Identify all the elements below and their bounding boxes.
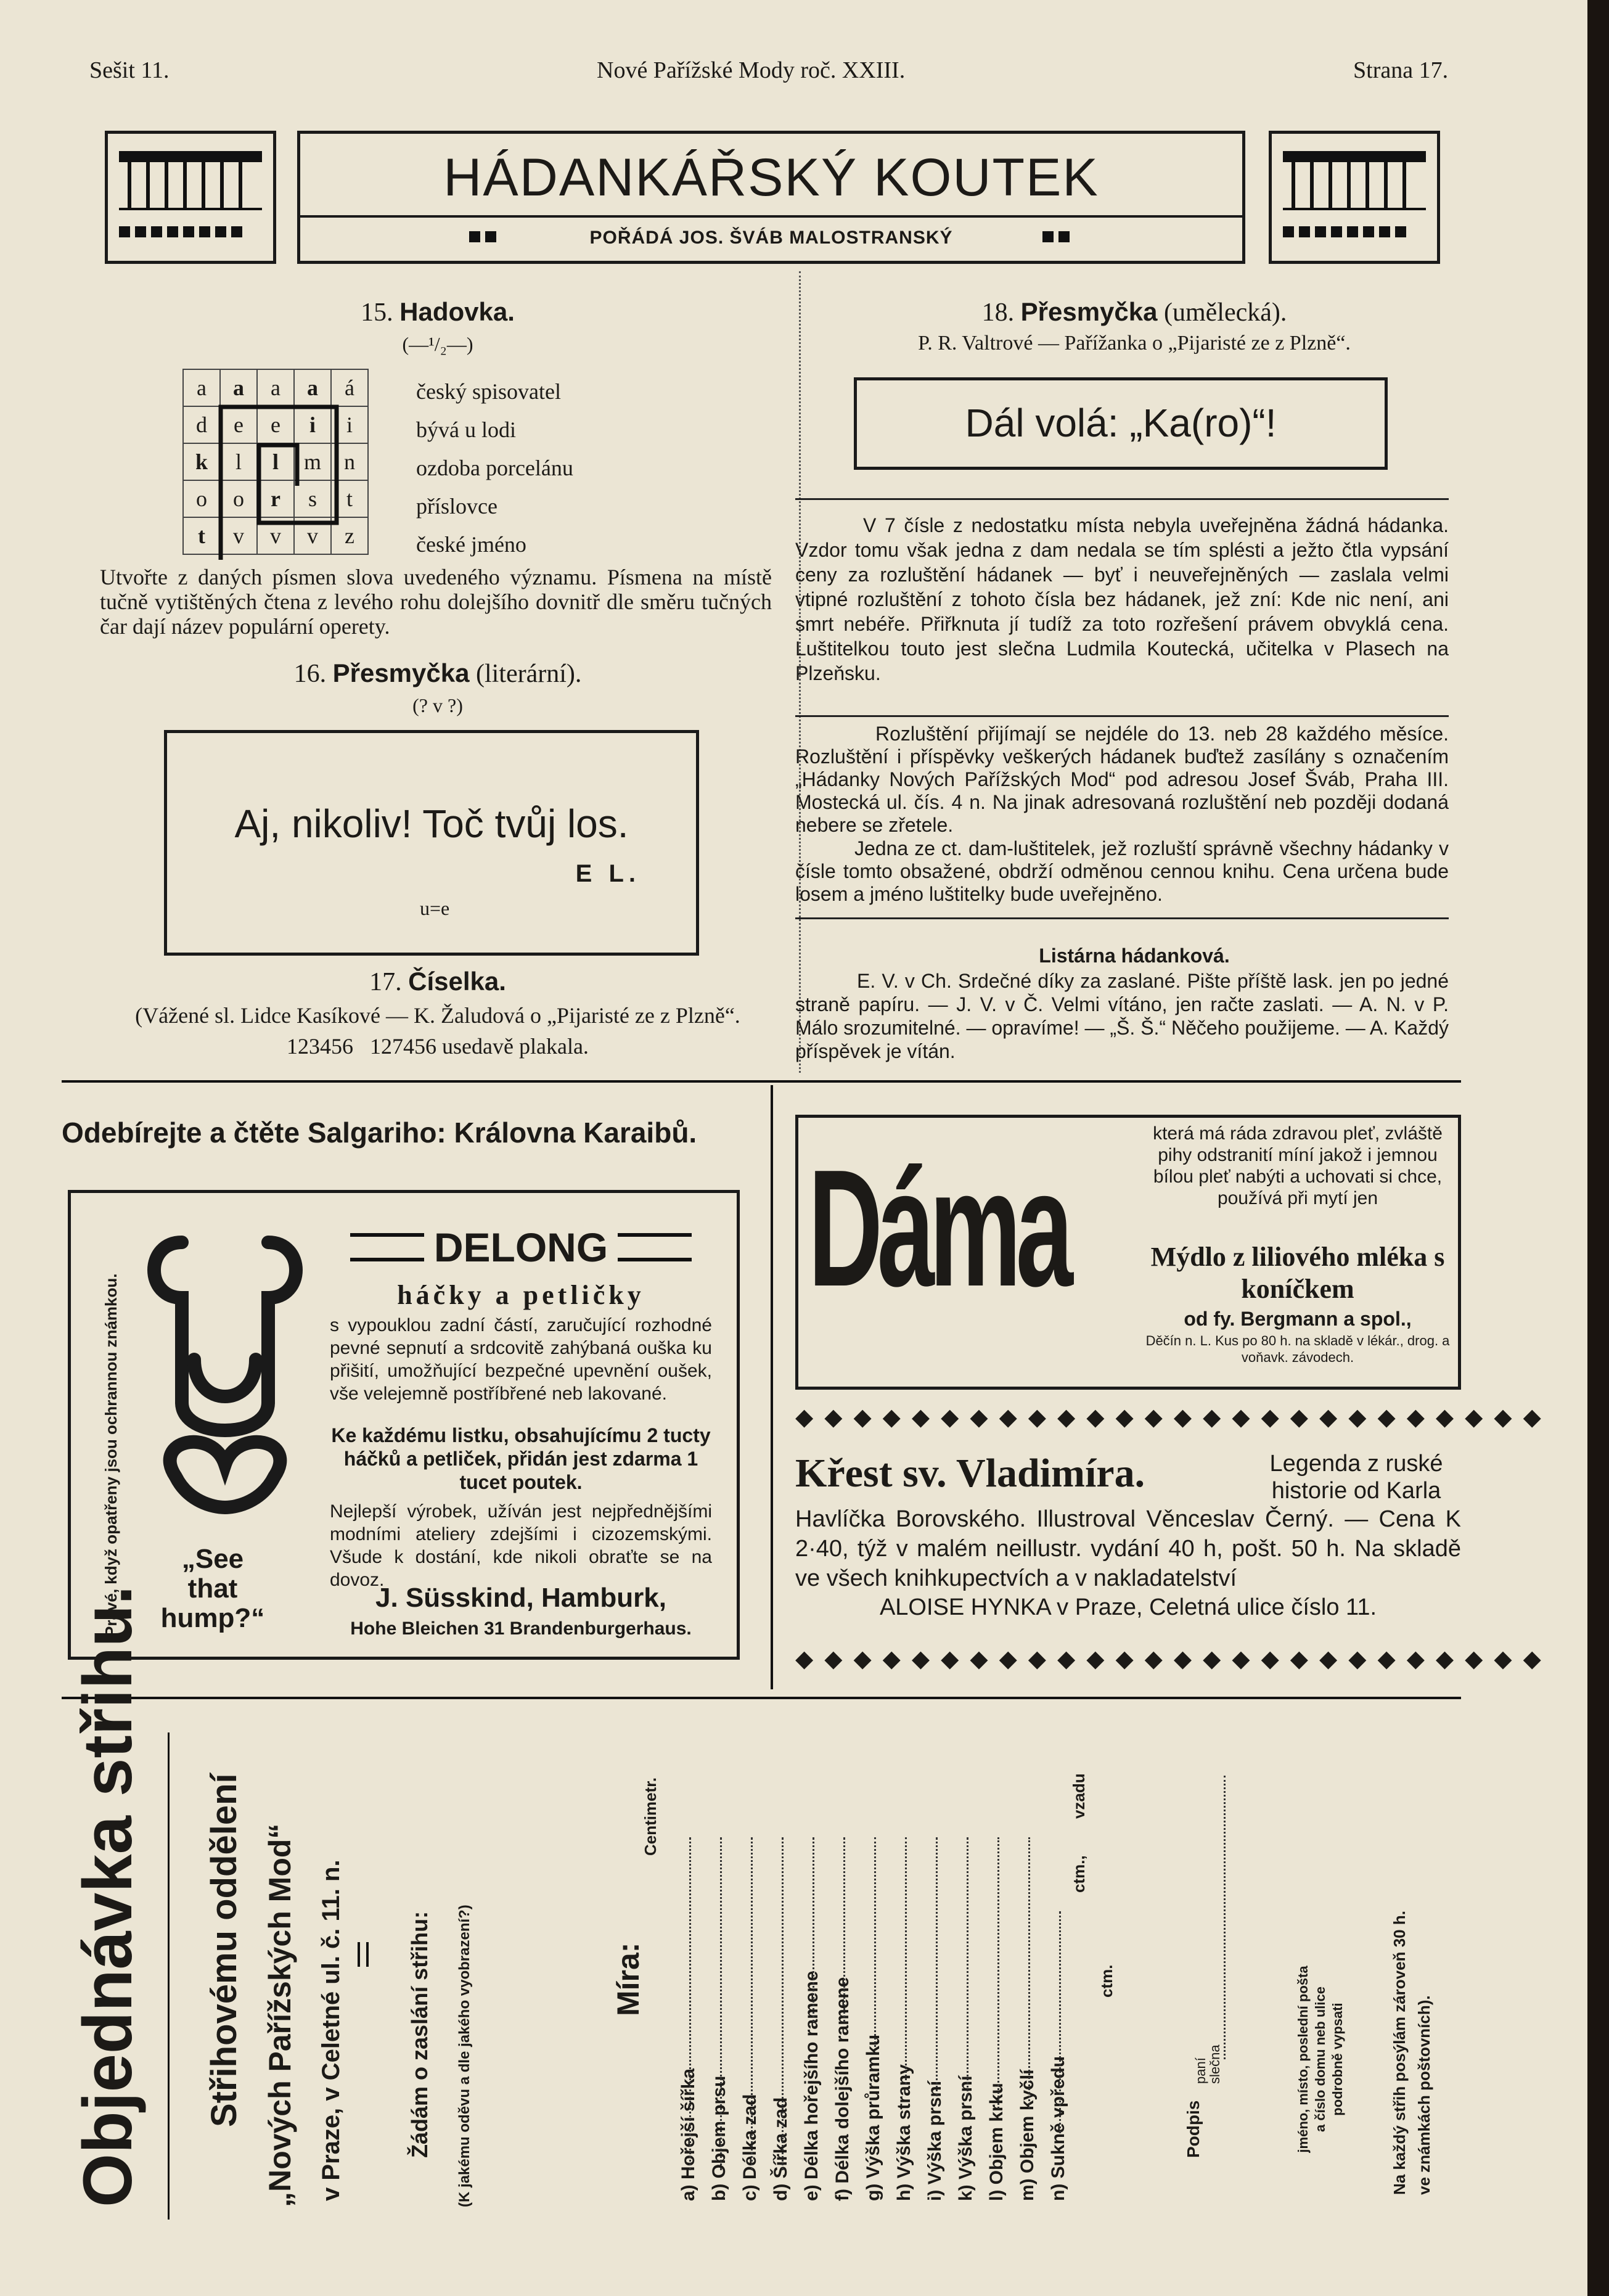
header-ornament-left (105, 131, 276, 264)
puzzle18-box (854, 377, 1388, 470)
ornament-row: ◆◆◆◆◆◆◆◆◆◆◆◆◆◆◆◆◆◆◆◆◆◆◆◆◆◆ (795, 1403, 1552, 1430)
puzzle17-title: Číselka. (408, 967, 506, 996)
grid-cell: a (257, 369, 294, 406)
fill-line (720, 1837, 722, 2170)
fill-line (813, 1837, 814, 2022)
grid-cell: a (183, 369, 220, 406)
fill-line (1224, 1776, 1226, 2059)
grid-cell: l (220, 443, 257, 480)
grid-cell: á (331, 369, 368, 406)
ad-vladimir-title: Křest sv. Vladimíra. (795, 1451, 1145, 1496)
puzzle15-title: Hadovka. (399, 297, 515, 326)
grid-cell: v (220, 517, 257, 554)
measure-l: l) Objem krku (986, 2083, 1007, 2201)
ad-delong-box (68, 1190, 740, 1660)
clue: příslovce (416, 494, 497, 519)
measure-n: n) Sukně vpředu (1048, 2056, 1068, 2201)
fill-line (905, 1837, 907, 2084)
fill-line (751, 1837, 753, 2170)
grid-cell: v (257, 517, 294, 554)
puzzle16-title-note: (literární). (475, 660, 582, 688)
grid-cell: t (331, 480, 368, 517)
grid-cell: e (257, 406, 294, 443)
puzzle15-heading (99, 297, 777, 327)
grid-cell: a (220, 369, 257, 406)
slogan-line: that (187, 1573, 238, 1604)
puzzle18-title-note: (umělecká). (1163, 298, 1287, 327)
ad-dama-text: která má ráda zdravou pleť, zvláště pihy odstranití míní jakož i jemnou bílou pleť nabýti a uchovati si chce, používá při mytí jen (1153, 1123, 1443, 1208)
fill-line (782, 1837, 784, 2170)
measure-b: b) Objem prsu (709, 2075, 729, 2201)
order-form-title: Objednávka střihu. (69, 1585, 146, 2207)
grid-cell: r (257, 480, 294, 517)
ad-delong-slogan (126, 1544, 299, 1633)
ad-delong-title-wrap (324, 1224, 718, 1271)
order-form-footer2: ve známkách poštovních). (1415, 1995, 1433, 2195)
measure-i: i) Výška prsní (925, 2080, 945, 2201)
puzzle15-text: Utvořte z daných písmen slova uvedeného významu. Písmena na místě tučně vytištěných čtena z levého rohu dolejšího dovnitř dle směru tučných čar dají název populární operety. (100, 565, 772, 639)
puzzle16-box (164, 730, 699, 956)
ornament-row: ◆◆◆◆◆◆◆◆◆◆◆◆◆◆◆◆◆◆◆◆◆◆◆◆◆◆ (795, 1645, 1552, 1672)
puzzle15-note: (—¹/₂—) (402, 333, 473, 355)
clue: bývá u lodi (416, 417, 516, 442)
grid-cell: o (183, 480, 220, 517)
puzzle15-snake-lines (182, 369, 375, 561)
grid-cell: k (183, 443, 220, 480)
divider (168, 1732, 170, 2220)
grid-cell: t (183, 517, 220, 554)
ad-delong-side-text: Pravé, když opatřeny jsou ochrannou známkou. (102, 1273, 120, 1637)
measure-f: f) Délka dolejšího ramene (832, 1977, 853, 2201)
order-form-ctm1: ctm., (1070, 1855, 1088, 1893)
divider (795, 715, 1449, 717)
grid-cell: e (220, 406, 257, 443)
clue: ozdoba porcelánu (416, 456, 573, 480)
divider (358, 1942, 360, 1967)
header-title-box (297, 131, 1245, 264)
puzzle15-clues (416, 372, 573, 564)
puzzle16-sub: (? v ?) (412, 694, 463, 716)
order-form-dept2: „Nových Pařížských Mod“ (263, 1823, 297, 2207)
ad-vladimir-text: Havlíčka Borovského. Illustroval Věnceslav Černý. — Cena K 2·40, týž v malém neillustr. vydání 40 h, pošt. 50 h. Na skladě ve všech knihkupectvích a v nakladatelství (795, 1506, 1461, 1591)
ad-vladimir-publisher: ALOISE HYNKA v Praze, Celetná ulice číslo 11. (879, 1594, 1377, 1620)
measure-a: a) Hořejší šířka (678, 2068, 698, 2201)
slogan-line: hump?“ (160, 1603, 265, 1633)
puzzle18-dedication: P. R. Valtrové — Pařížanka o „Pijaristé ze z Plzně“. (918, 332, 1351, 355)
grid-cell: i (294, 406, 331, 443)
grid-cell: l (257, 443, 294, 480)
puzzle18-phrase: Dál volá: „Ka(ro)“! (965, 401, 1277, 445)
divider (62, 1697, 1461, 1699)
puzzle16-signature: E L. (575, 860, 641, 887)
puzzle17-number: 17. (369, 968, 402, 996)
fill-line (843, 1837, 845, 2022)
clue: české jméno (416, 532, 526, 557)
ad-delong-address: Hohe Bleichen 31 Brandenburgerhaus. (350, 1618, 692, 1639)
ad-delong-subtitle: háčky a petličky (397, 1280, 645, 1310)
divider (62, 1080, 1461, 1083)
order-form-request: Žádám o zaslání střihu: (407, 1911, 432, 2158)
grid-cell: v (294, 517, 331, 554)
listarna-text: E. V. v Ch. Srdečné díky za zaslané. Pište příště lask. jen po jedné straně papíru. — J. V. v Č. Velmi vítáno, jen račte zaslati. — A. N. v P. Málo srozumitelné. — opravíme! — „Š. Š.“ Něčeho použijeme. — A. Každý příspěvek je vítán. (795, 970, 1449, 1062)
puzzle18-number: 18. (981, 298, 1015, 327)
ad-dama-firm: od fy. Bergmann a spol., (1184, 1308, 1412, 1330)
ad-salgari: Odebírejte a čtěte Salgariho: Královna Karaibů. (62, 1117, 697, 1149)
ad-delong-p3: Nejlepší výrobek, užíván jest nejpřednějšími modními ateliery zdejšími i cizozemskými. Všude k dostání, kde nikoli obraťte se na dovoz. (330, 1501, 712, 1590)
page-edge (1587, 0, 1609, 2296)
order-form-signature: Podpis (1184, 2100, 1203, 2158)
puzzle16-note: u=e (420, 897, 450, 919)
grid-cell: n (331, 443, 368, 480)
order-form-address-note-wrap (1288, 1961, 1399, 2158)
ad-vladimir-intro: Legenda z ruské historie od Karla (1269, 1451, 1443, 1504)
divider (795, 917, 1449, 919)
ad-delong-p2: Ke každému listku, obsahujícímu 2 tucty háčků a petliček, přidán jest zdarma 1 tucet poutek. (331, 1424, 711, 1493)
measure-k: k) Výška prsní (956, 2075, 976, 2201)
order-form-dept3: v Praze, v Celetné ul. č. 11. n. (317, 1859, 345, 2201)
puzzle16-phrase: Aj, nikoliv! Toč tvůj los. (234, 802, 629, 846)
notice-submission: Rozluštění přijímají se nejdéle do 13. neb 28 každého měsíce. Rozluštění i příspěvky veškerých hádanek buďtež zasílány s označením „Hádanky Nových Pařížských Mod“ pod adresou Josef Šváb, Praha III. Mostecká ul. čís. 4 n. Na jinak adresovaná rozluštění neb později dodaná nebere se zřetele. (795, 723, 1449, 836)
measure-d: d) Šířka zad (771, 2097, 791, 2201)
fill-line (967, 1837, 968, 2096)
order-form-address-note: jméno, místo, poslední pošta a číslo domu neb ulice podrobně vypsati (1295, 1966, 1345, 2153)
grid-cell: s (294, 480, 331, 517)
fill-line (689, 1837, 691, 2170)
order-form-ctm2: ctm. (1097, 1964, 1116, 1998)
header-ornament-right (1269, 131, 1440, 264)
section-subtitle: POŘÁDÁ JOS. ŠVÁB MALOSTRANSKÝ (589, 228, 953, 248)
puzzle17-dedication: (Vážené sl. Lidce Kasíkové — K. Žaludová o „Pijaristé ze z Plzně“. (135, 1003, 740, 1028)
grid-cell: z (331, 517, 368, 554)
divider (366, 1942, 369, 1967)
puzzle18-title: Přesmyčka (1020, 297, 1158, 326)
puzzle16-title: Přesmyčka (332, 658, 470, 687)
listarna-title: Listárna hádanková. (1039, 945, 1230, 967)
measure-g: g) Výška průramku (863, 2034, 883, 2201)
grid-cell: a (294, 369, 331, 406)
measure-e: e) Délka hořejšího ramene (801, 1970, 822, 2201)
puzzle18-heading (826, 297, 1443, 327)
ad-delong-firm: J. Süsskind, Hamburk, (375, 1583, 666, 1613)
puzzle16-heading (99, 658, 777, 689)
grid-cell: d (183, 406, 220, 443)
clue: český spisovatel (416, 379, 561, 404)
puzzle15-number: 15. (361, 298, 393, 327)
puzzle16-number: 16. (293, 660, 327, 688)
order-form-pani: paní (1193, 2057, 1208, 2084)
grid-cell: i (331, 406, 368, 443)
puzzle17-numbers: 123456 127456 usedavě plakala. (287, 1034, 589, 1059)
running-head-right: Strana 17. (1353, 57, 1449, 83)
measure-c: c) Délka zad (740, 2094, 760, 2201)
order-form-vzadu: vzadu (1070, 1773, 1088, 1819)
ad-delong-title: DELONG (433, 1224, 608, 1270)
grid-cell: o (220, 480, 257, 517)
notice-prize: Jedna ze ct. dam-luštitelek, jež rozluští správně všechny hádanky v čísle tomto obsažené, obdrží odměnou cennou knihu. Cena určena bude losem a jméno luštitelky bude uveřejněno. (795, 837, 1449, 905)
notice-unpublished: V 7 čísle z nedostatku místa nebyla uveřejněna žádná hádanka. Vzdor tomu však jedna z dam nedala se tím splésti a ježto čtla vypsání ceny za rozluštění hádanek — byť i neuveřejněných — zaslala velmi vtipné rozluštění z tohoto čísla bez hádanek, jež zní: Kde nic není, ani smrt nebéře. Přiřknuta jí tudíž za toto rozřešení právem obvyklá cena. Luštitelkou touto jest slečna Ludmila Koutecká, učitelka v Plasech na Plzeňsku. (795, 514, 1449, 684)
order-form-footer1: Na každý střih posýlám zároveň 30 h. (1390, 1911, 1409, 2195)
ad-dama-logo: Dáma (808, 1136, 1068, 1321)
order-form-slecna: slečna (1207, 2044, 1222, 2084)
order-form-centimetr: Centimetr. (641, 1777, 660, 1856)
divider (771, 1085, 773, 1689)
divider (795, 498, 1449, 500)
ad-dama-small: Děčín n. L. Kus po 80 h. na skladě v lékár., drog. a voňavk. závodech. (1145, 1333, 1450, 1365)
ad-dama-soap: Mýdlo z liliového mléka s koníčkem (1150, 1242, 1445, 1304)
measure-h: h) Výška strany (894, 2064, 914, 2201)
order-form-dept1: Střihovému oddělení (204, 1773, 244, 2127)
measure-m: m) Objem kyčlí (1017, 2069, 1038, 2201)
fill-line (1059, 1911, 1061, 2133)
fill-line (874, 1837, 876, 2047)
order-form-mira: Míra: (611, 1942, 645, 2016)
running-head-center: Nové Pařížské Mody roč. XXIII. (597, 57, 906, 83)
hook-eye-icon (139, 1218, 311, 1526)
running-head-left: Sešit 11. (89, 57, 170, 83)
ad-dama-box (795, 1115, 1461, 1390)
puzzle17-heading (99, 967, 777, 997)
grid-cell: m (294, 443, 331, 480)
slogan-line: „See (181, 1544, 244, 1574)
ad-delong-p1: s vypouklou zadní částí, zaručující rozhodné pevné sepnutí a srdcovitě zahýbaná ouška ku přišití, umožňující bezpečné upevnění oušek, vše velejemně postříbřené neb lakované. (330, 1315, 712, 1404)
section-title: HÁDANKÁŘSKÝ KOUTEK (443, 148, 1099, 207)
fill-line (936, 1837, 938, 2096)
order-form-request-note: (K jakému oděvu a dle jakého vyobrazení?) (456, 1904, 473, 2207)
fill-line (1028, 1837, 1030, 2109)
fill-line (997, 1837, 999, 2109)
